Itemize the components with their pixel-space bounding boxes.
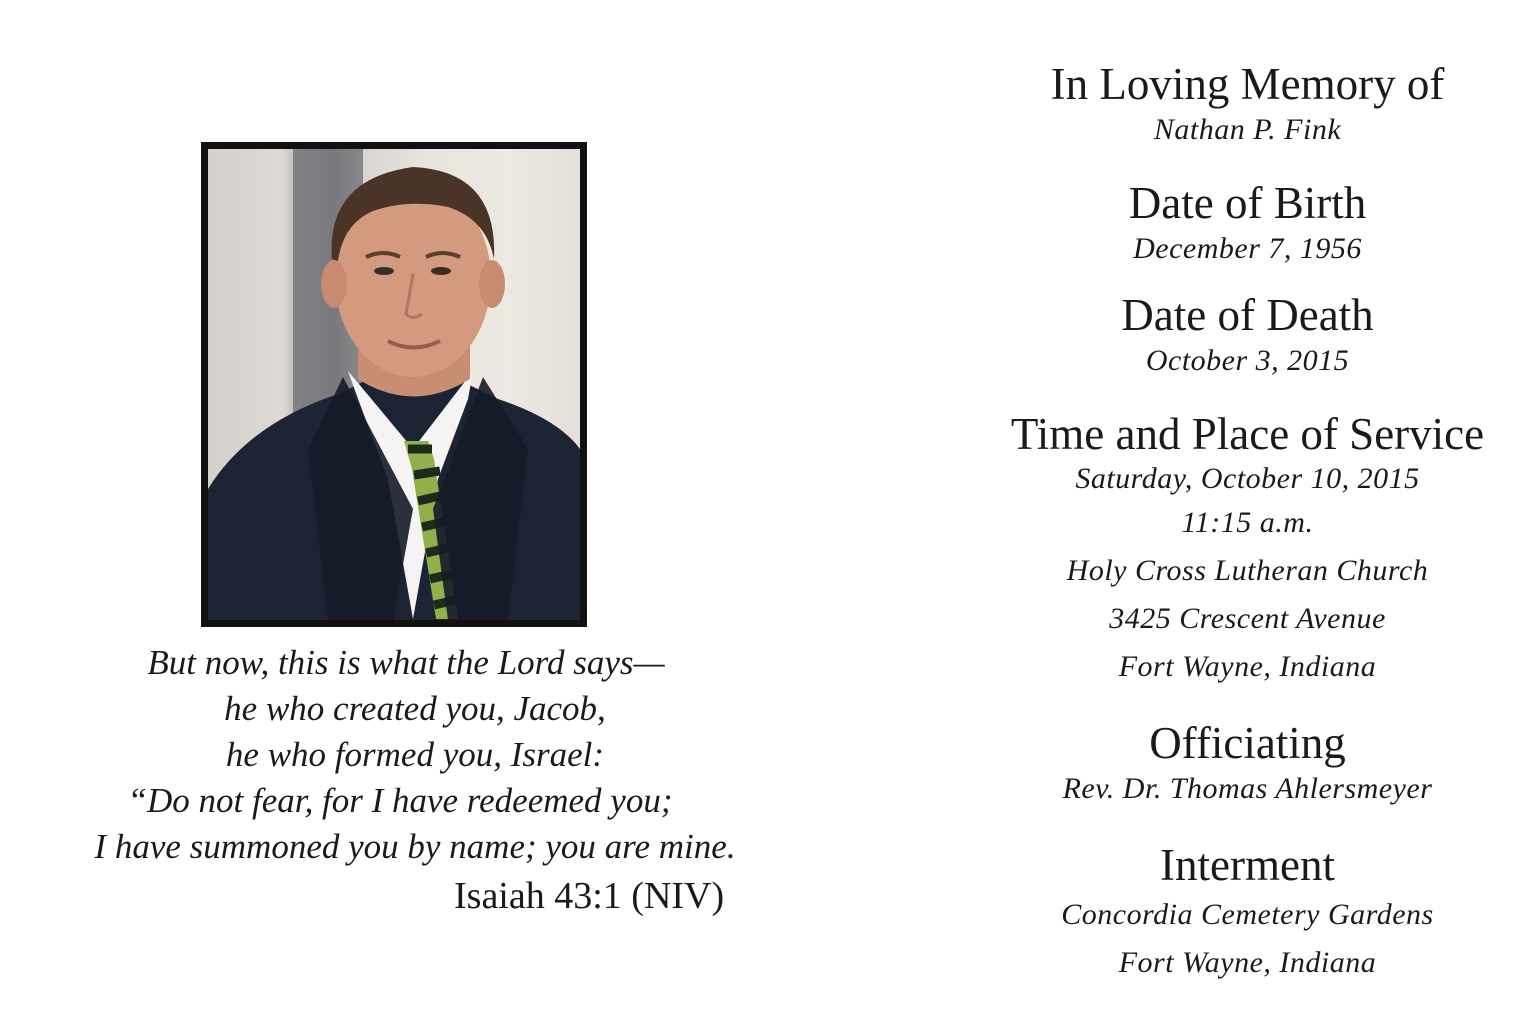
service-church: Holy Cross Lutheran Church [1066, 554, 1429, 587]
officiating-heading: Officiating [1149, 718, 1346, 768]
death-heading: Date of Death [1121, 290, 1374, 340]
verse-line: he who created you, Jacob, [224, 689, 606, 728]
service-time: 11:15 a.m. [1181, 506, 1314, 539]
death-date: October 3, 2015 [1145, 344, 1350, 377]
cemetery-city: Fort Wayne, Indiana [1118, 946, 1377, 979]
interment-section [985, 839, 1510, 987]
portrait-frame [201, 142, 587, 627]
verse-line: he who formed you, Israel: [225, 735, 605, 774]
memorial-details [985, 58, 1510, 987]
memory-heading: In Loving Memory of [1050, 59, 1445, 109]
memory-section [985, 58, 1510, 150]
verse-line: But now, this is what the Lord says— [147, 643, 665, 682]
officiant-name: Rev. Dr. Thomas Ahlersmeyer [1062, 772, 1433, 805]
deceased-name: Nathan P. Fink [1153, 113, 1342, 146]
death-section [985, 289, 1510, 381]
service-section [985, 409, 1510, 691]
service-date: Saturday, October 10, 2015 [1075, 462, 1420, 495]
cemetery-name: Concordia Cemetery Gardens [1061, 898, 1434, 931]
service-heading: Time and Place of Service [1010, 409, 1485, 459]
birth-date: December 7, 1956 [1133, 232, 1362, 265]
birth-section [985, 177, 1510, 269]
scripture-verse [30, 640, 800, 870]
verse-line: “Do not fear, for I have redeemed you; [127, 781, 673, 820]
verse-reference: Isaiah 43:1 (NIV) [454, 875, 725, 917]
service-city: Fort Wayne, Indiana [1118, 650, 1377, 683]
service-address: 3425 Crescent Avenue [1109, 602, 1386, 635]
portrait-photo [208, 149, 580, 620]
interment-heading: Interment [1160, 840, 1335, 890]
officiating-section [985, 717, 1510, 809]
portrait-illustration [208, 149, 580, 620]
verse-line: I have summoned you by name; you are mine. [94, 827, 736, 866]
birth-heading: Date of Birth [1128, 178, 1367, 228]
